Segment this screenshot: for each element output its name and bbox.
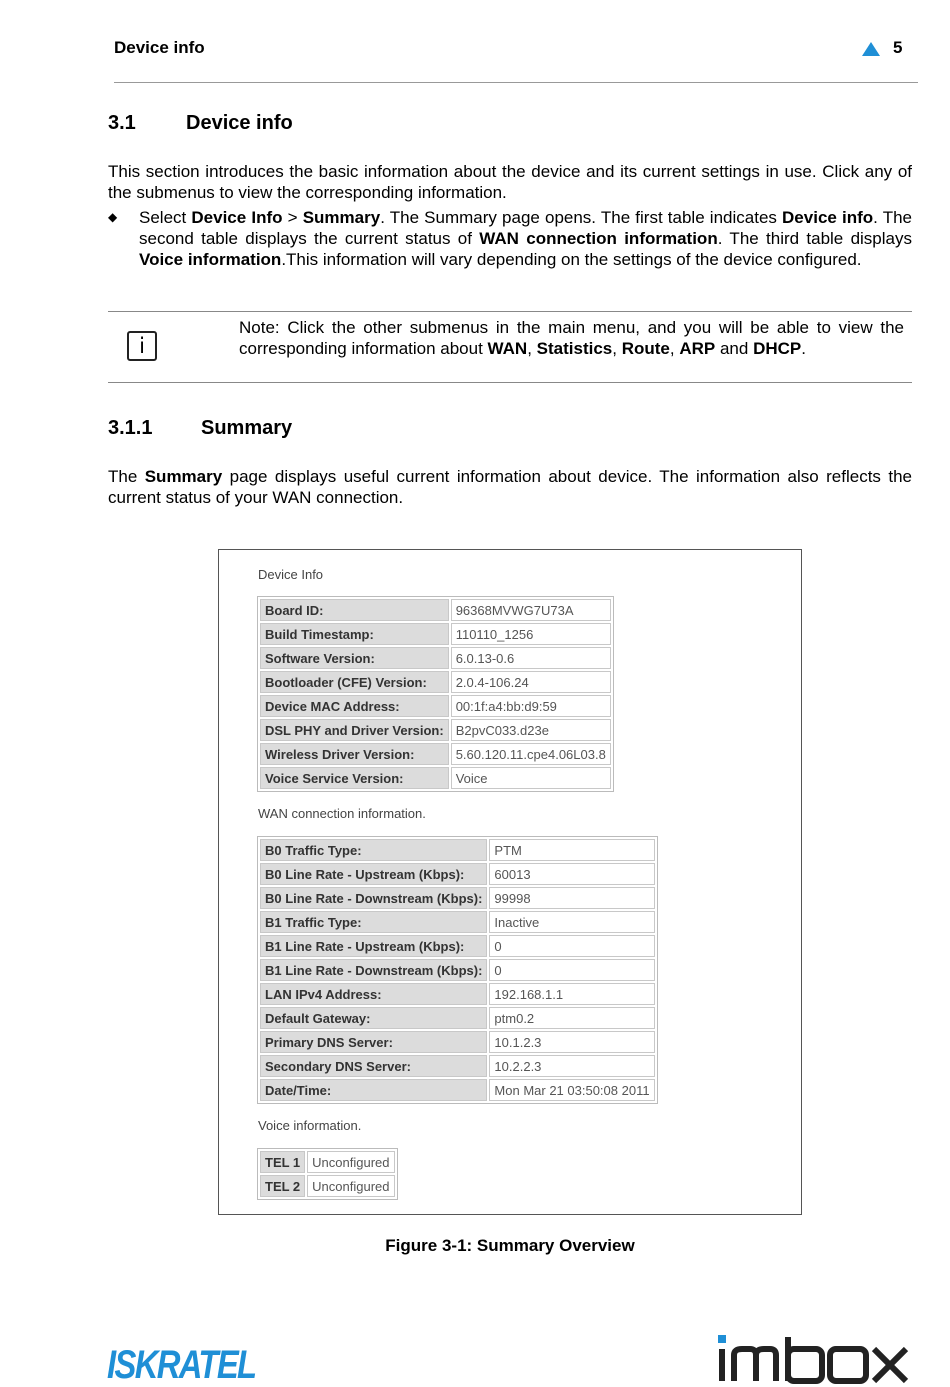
device-info-table bbox=[257, 596, 614, 792]
device-info-row bbox=[260, 671, 611, 693]
field-label: Board ID: bbox=[260, 599, 449, 621]
wan-info-row bbox=[260, 1079, 655, 1101]
menu-summary: Summary bbox=[302, 208, 381, 227]
field-label: Secondary DNS Server: bbox=[260, 1055, 487, 1077]
subsection-title: Summary bbox=[201, 417, 293, 439]
section-title: Device info bbox=[186, 112, 293, 134]
summary-screenshot bbox=[218, 549, 802, 1215]
subsection-text: The Summary page displays useful current information about device. The information also reflects the current status of your WAN connection. bbox=[108, 467, 912, 507]
wan-info-row bbox=[260, 1055, 655, 1077]
section-intro: This section introduces the basic information about the device and its current settings in use. Click any of the submenus to view the corresponding information. bbox=[108, 162, 912, 202]
device-info-row bbox=[260, 647, 611, 669]
field-value: 2.0.4-106.24 bbox=[451, 671, 611, 693]
field-value: 10.2.2.3 bbox=[489, 1055, 654, 1077]
field-label: B1 Line Rate - Upstream (Kbps): bbox=[260, 935, 487, 957]
voice-info-row bbox=[260, 1151, 395, 1173]
field-label: Primary DNS Server: bbox=[260, 1031, 487, 1053]
field-value: Unconfigured bbox=[307, 1151, 394, 1173]
running-header-title: Device info bbox=[114, 38, 205, 57]
field-value: 6.0.13-0.6 bbox=[451, 647, 611, 669]
voice-info-table bbox=[257, 1148, 398, 1200]
field-value: 0 bbox=[489, 959, 654, 981]
header-divider bbox=[114, 82, 918, 83]
device-info-row bbox=[260, 695, 611, 717]
field-label: LAN IPv4 Address: bbox=[260, 983, 487, 1005]
field-value: 99998 bbox=[489, 887, 654, 909]
field-value: Mon Mar 21 03:50:08 2011 bbox=[489, 1079, 654, 1101]
menu-device-info: Device Info bbox=[191, 208, 283, 227]
device-info-row bbox=[260, 623, 611, 645]
wan-info-row bbox=[260, 887, 655, 909]
field-label: Date/Time: bbox=[260, 1079, 487, 1101]
instruction-bullet bbox=[108, 207, 912, 270]
wan-info-row bbox=[260, 1031, 655, 1053]
field-label: Device MAC Address: bbox=[260, 695, 449, 717]
info-icon: i bbox=[127, 331, 157, 361]
voice-info-label: Voice information. bbox=[258, 1118, 362, 1133]
field-value: 110110_1256 bbox=[451, 623, 611, 645]
note-text: Note: Click the other submenus in the main menu, and you will be able to view the corresponding information about WAN, Statistics, Route, ARP and DHCP. bbox=[239, 318, 904, 358]
note-top-rule bbox=[108, 311, 912, 312]
field-label: Wireless Driver Version: bbox=[260, 743, 449, 765]
wan-info-label: WAN connection information. bbox=[258, 806, 426, 821]
imbox-logo bbox=[716, 1335, 912, 1385]
field-value: PTM bbox=[489, 839, 654, 861]
wan-info-row bbox=[260, 863, 655, 885]
field-value: ptm0.2 bbox=[489, 1007, 654, 1029]
bullet-text: Select Device Info > Summary. The Summary page opens. The first table indicates Device info. The second table displays the current status of WAN connection information. The third table displays Voice information.This information will vary depending on the settings of the device configured. bbox=[139, 208, 912, 269]
field-value: 96368MVWG7U73A bbox=[451, 599, 611, 621]
iskratel-logo: ISKRATEL bbox=[107, 1343, 256, 1387]
field-label: B1 Line Rate - Downstream (Kbps): bbox=[260, 959, 487, 981]
field-label: Build Timestamp: bbox=[260, 623, 449, 645]
wan-info-row bbox=[260, 959, 655, 981]
device-info-row bbox=[260, 743, 611, 765]
voice-info-row bbox=[260, 1175, 395, 1197]
field-label: TEL 1 bbox=[260, 1151, 305, 1173]
diamond-bullet-icon: ◆ bbox=[108, 210, 118, 224]
field-label: B0 Traffic Type: bbox=[260, 839, 487, 861]
field-value: 60013 bbox=[489, 863, 654, 885]
section-number: 3.1 bbox=[108, 112, 136, 134]
device-info-row bbox=[260, 599, 611, 621]
wan-info-row bbox=[260, 839, 655, 861]
field-value: B2pvC033.d23e bbox=[451, 719, 611, 741]
device-info-row bbox=[260, 719, 611, 741]
page-up-triangle-icon bbox=[862, 42, 880, 56]
field-label: Bootloader (CFE) Version: bbox=[260, 671, 449, 693]
field-value: 192.168.1.1 bbox=[489, 983, 654, 1005]
wan-info-row bbox=[260, 935, 655, 957]
subsection-heading bbox=[108, 417, 292, 440]
field-value: Voice bbox=[451, 767, 611, 789]
field-value: 5.60.120.11.cpe4.06L03.8 bbox=[451, 743, 611, 765]
field-value: 0 bbox=[489, 935, 654, 957]
field-label: DSL PHY and Driver Version: bbox=[260, 719, 449, 741]
device-info-label: Device Info bbox=[258, 567, 324, 582]
section-heading bbox=[108, 112, 293, 135]
note-bottom-rule bbox=[108, 382, 912, 383]
device-info-row bbox=[260, 767, 611, 789]
field-label: B0 Line Rate - Upstream (Kbps): bbox=[260, 863, 487, 885]
wan-info-row bbox=[260, 911, 655, 933]
page-number: 5 bbox=[893, 38, 903, 57]
field-label: B1 Traffic Type: bbox=[260, 911, 487, 933]
wan-info-row bbox=[260, 1007, 655, 1029]
subsection-number: 3.1.1 bbox=[108, 417, 153, 439]
field-value: Inactive bbox=[489, 911, 654, 933]
field-label: B0 Line Rate - Downstream (Kbps): bbox=[260, 887, 487, 909]
field-label: Voice Service Version: bbox=[260, 767, 449, 789]
field-value: 10.1.2.3 bbox=[489, 1031, 654, 1053]
field-label: Default Gateway: bbox=[260, 1007, 487, 1029]
field-label: Software Version: bbox=[260, 647, 449, 669]
wan-info-table bbox=[257, 836, 658, 1104]
figure-caption: Figure 3-1: Summary Overview bbox=[385, 1236, 635, 1255]
wan-info-row bbox=[260, 983, 655, 1005]
field-value: 00:1f:a4:bb:d9:59 bbox=[451, 695, 611, 717]
field-label: TEL 2 bbox=[260, 1175, 305, 1197]
field-value: Unconfigured bbox=[307, 1175, 394, 1197]
